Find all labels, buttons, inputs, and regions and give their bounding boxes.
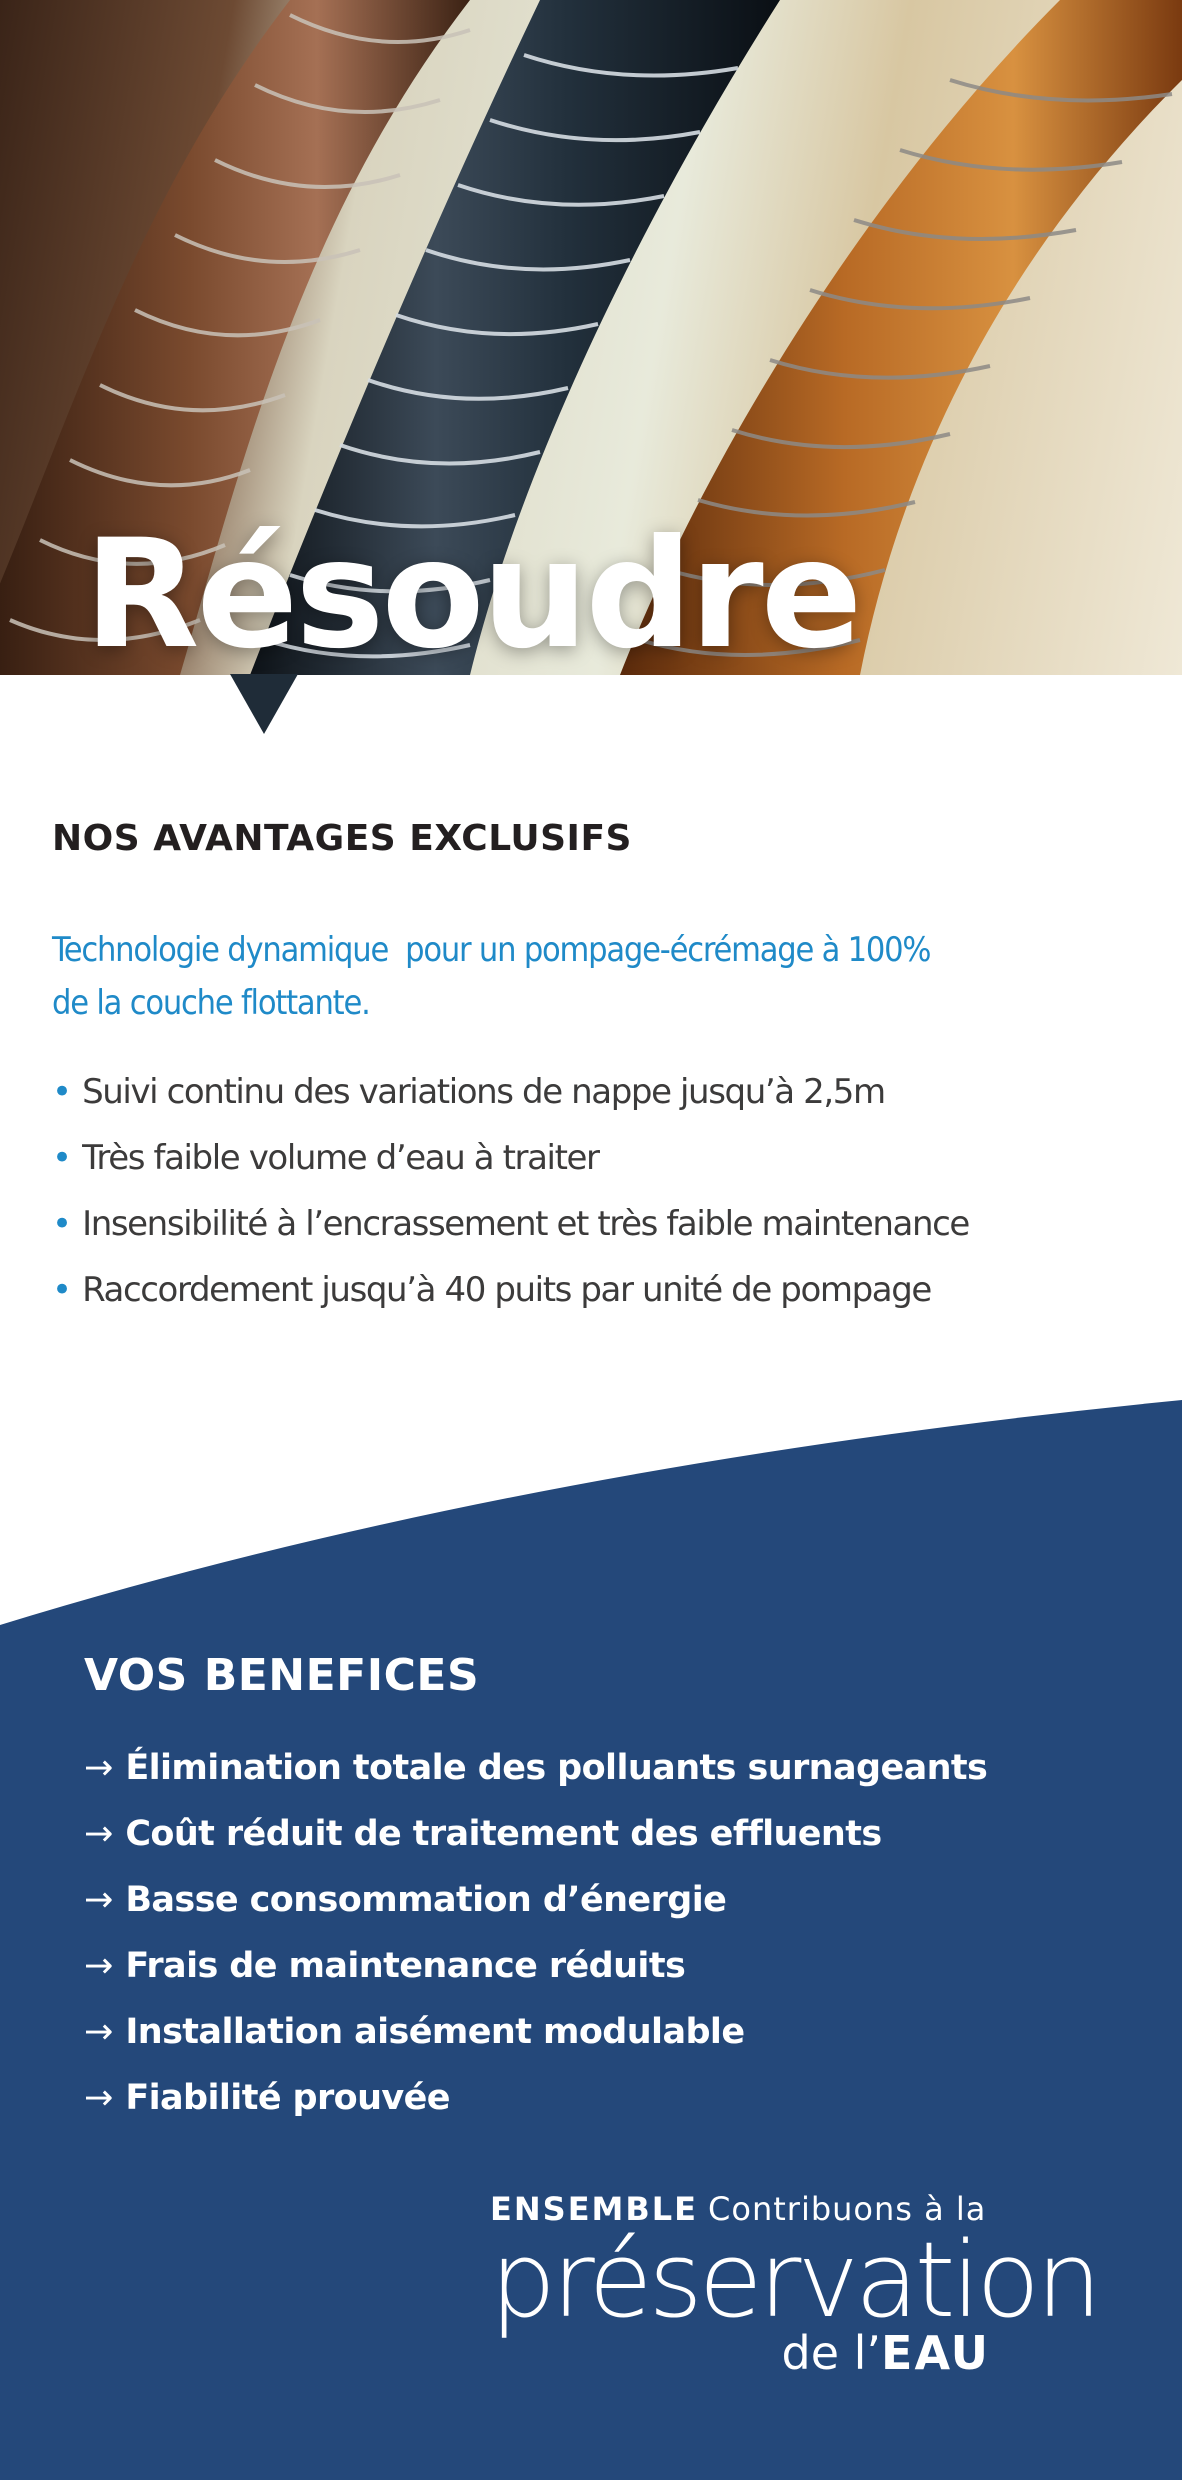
hero-title: Résoudre <box>84 508 860 675</box>
bullet-icon: • <box>52 1072 73 1112</box>
benefit-item <box>84 2072 1144 2138</box>
arrow-right-icon: → <box>84 1880 114 1920</box>
advantages-heading: NOS AVANTAGES EXCLUSIFS <box>52 818 632 859</box>
bullet-icon: • <box>52 1138 73 1178</box>
benefit-text: Élimination totale des polluants surnageants <box>125 1748 988 1788</box>
benefit-item <box>84 1808 1144 1874</box>
advantage-text: Insensibilité à l’encrassement et très faible maintenance <box>82 1204 969 1244</box>
benefits-list <box>84 1742 1144 2138</box>
benefit-text: Installation aisément modulable <box>125 2012 745 2052</box>
slogan-de-l: de l’ <box>781 2326 882 2380</box>
benefit-item <box>84 1874 1144 1940</box>
hero-image <box>0 0 1182 675</box>
advantage-text: Suivi continu des variations de nappe jusqu’à 2,5m <box>82 1072 885 1112</box>
slogan-eau: EAU <box>881 2326 990 2380</box>
slogan-contribuons: Contribuons à la <box>708 2190 987 2228</box>
benefit-text: Fiabilité prouvée <box>125 2078 450 2118</box>
slogan-ensemble: ENSEMBLE <box>490 2190 699 2228</box>
bullet-icon: • <box>52 1270 73 1310</box>
benefit-item <box>84 2006 1144 2072</box>
benefit-item <box>84 1742 1144 1808</box>
advantage-item <box>52 1066 1142 1132</box>
advantages-list <box>52 1066 1142 1330</box>
benefit-text: Frais de maintenance réduits <box>125 1946 686 1986</box>
benefit-item <box>84 1940 1144 2006</box>
advantage-text: Raccordement jusqu’à 40 puits par unité de pompage <box>82 1270 931 1310</box>
advantages-intro-line-1: Technologie dynamique pour un pompage-écrémage à 100% <box>52 930 931 970</box>
arrow-right-icon: → <box>84 1946 114 1986</box>
advantage-item <box>52 1264 1142 1330</box>
hero-pointer-notch <box>230 674 298 734</box>
advantage-item <box>52 1132 1142 1198</box>
arrow-right-icon: → <box>84 2012 114 2052</box>
advantage-item <box>52 1198 1142 1264</box>
benefit-text: Coût réduit de traitement des effluents <box>125 1814 882 1854</box>
arrow-right-icon: → <box>84 1814 114 1854</box>
arrow-right-icon: → <box>84 2078 114 2118</box>
benefits-heading: VOS BENEFICES <box>84 1650 480 1701</box>
slogan-logo <box>490 2190 1110 2380</box>
arrow-right-icon: → <box>84 1748 114 1788</box>
advantages-intro <box>52 924 1132 1030</box>
advantages-intro-line-2: de la couche flottante. <box>52 983 370 1023</box>
bullet-icon: • <box>52 1204 73 1244</box>
benefit-text: Basse consommation d’énergie <box>125 1880 727 1920</box>
slogan-preservation: préservation <box>490 2219 1098 2341</box>
advantage-text: Très faible volume d’eau à traiter <box>82 1138 599 1178</box>
